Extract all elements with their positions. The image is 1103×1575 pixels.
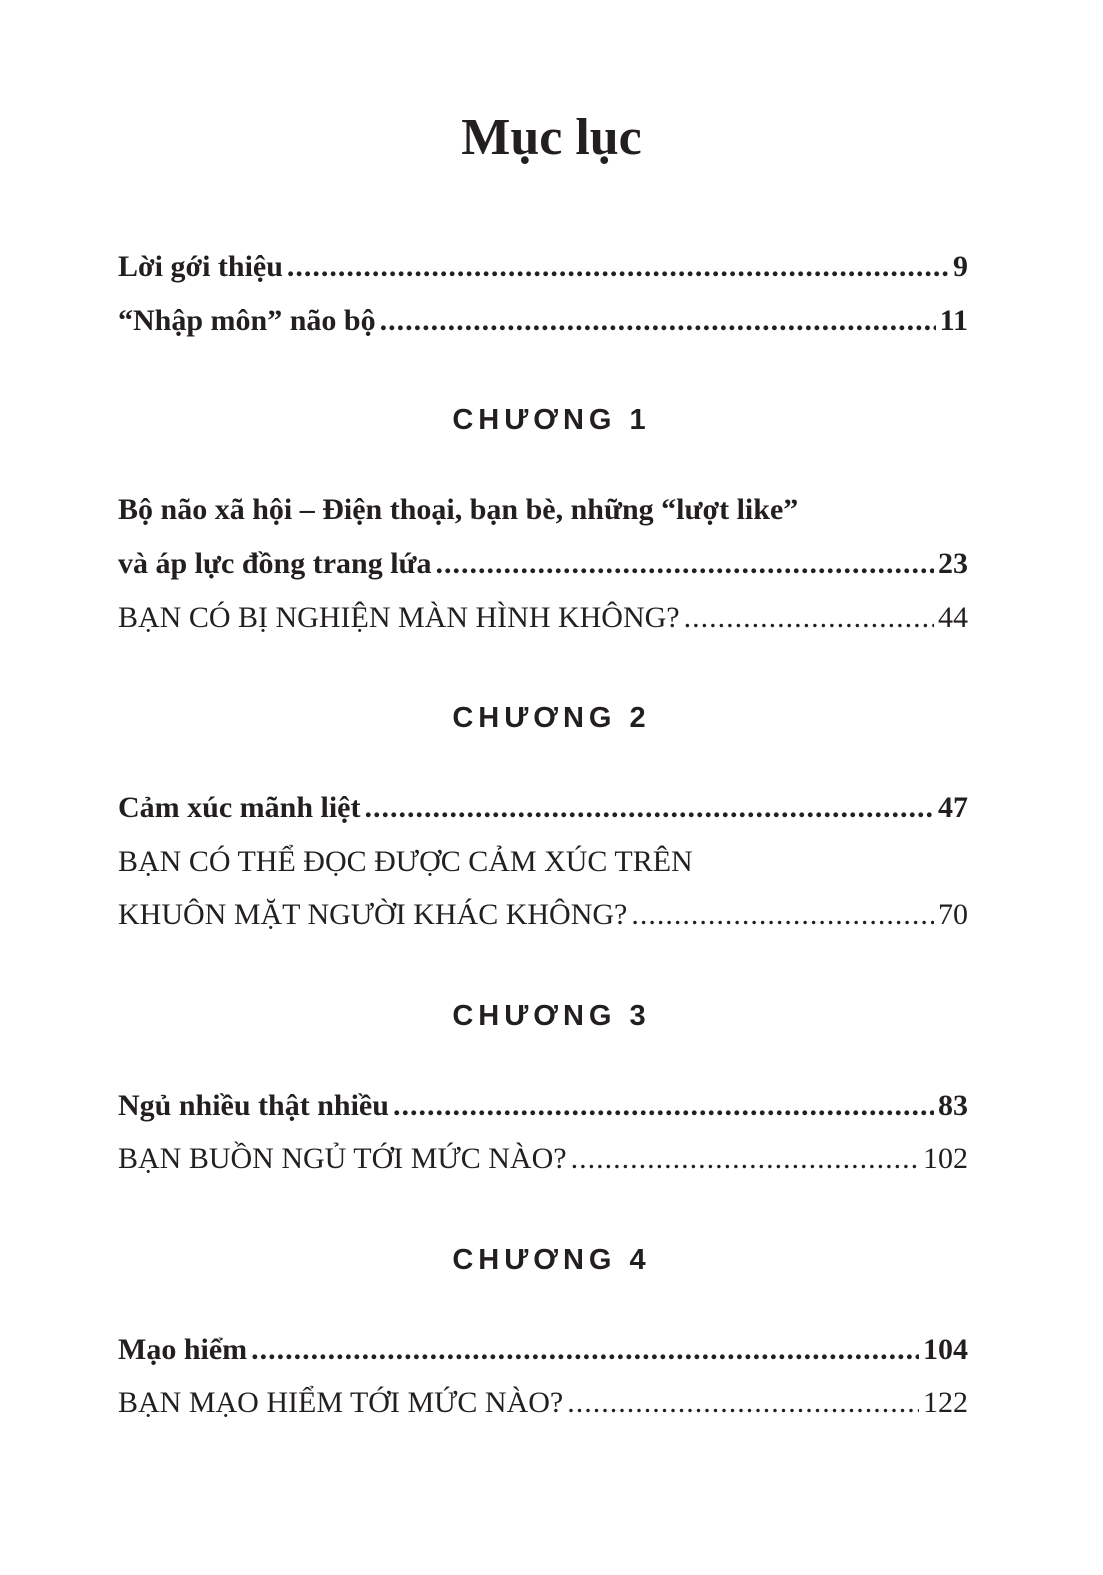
entry-title: BẠN MẠO HIỂM TỚI MỨC NÀO?	[118, 1386, 564, 1419]
entry-page: 70	[938, 898, 968, 931]
toc-entry	[118, 601, 968, 645]
entry-page: 44	[938, 601, 968, 634]
toc-entry-line	[118, 493, 968, 537]
dot-leader	[684, 601, 934, 635]
dot-leader	[380, 304, 936, 338]
toc-entry-line	[118, 845, 968, 889]
entry-page: 102	[923, 1142, 968, 1175]
entry-title: BẠN CÓ THỂ ĐỌC ĐƯỢC CẢM XÚC TRÊN	[118, 845, 693, 878]
toc-entry	[118, 250, 968, 294]
entry-title: KHUÔN MẶT NGƯỜI KHÁC KHÔNG?	[118, 898, 628, 931]
entry-title: Ngủ nhiều thật nhiều	[118, 1089, 389, 1122]
entry-title: và áp lực đồng trang lứa	[118, 547, 432, 580]
entry-title: BẠN CÓ BỊ NGHIỆN MÀN HÌNH KHÔNG?	[118, 601, 680, 634]
dot-leader	[631, 898, 934, 932]
entry-page: 23	[938, 547, 968, 580]
entry-page: 104	[923, 1333, 968, 1366]
chapter-heading: CHƯƠNG 4	[452, 1244, 651, 1276]
entry-page: 9	[953, 250, 968, 283]
chapter-heading: CHƯƠNG 1	[452, 404, 651, 436]
dot-leader	[287, 250, 949, 284]
dot-leader	[571, 1142, 919, 1176]
toc-entry	[118, 898, 968, 942]
chapter-heading: CHƯƠNG 2	[452, 702, 651, 734]
dot-leader	[436, 547, 934, 581]
dot-leader	[567, 1386, 919, 1420]
entry-title: Bộ não xã hội – Điện thoại, bạn bè, những “lượt like”	[118, 493, 799, 526]
entry-page: 47	[938, 791, 968, 824]
page-title: Mục lục	[461, 109, 642, 166]
toc-entry	[118, 304, 968, 348]
toc-entry	[118, 547, 968, 591]
entry-title: BẠN BUỒN NGỦ TỚI MỨC NÀO?	[118, 1142, 567, 1175]
toc-entry	[118, 1142, 968, 1186]
entry-title: “Nhập môn” não bộ	[118, 304, 376, 337]
entry-page: 11	[939, 304, 968, 337]
dot-leader	[251, 1333, 919, 1367]
entry-title: Mạo hiểm	[118, 1333, 248, 1366]
entry-title: Cảm xúc mãnh liệt	[118, 791, 361, 824]
toc-entry	[118, 1089, 968, 1133]
entry-page: 122	[923, 1386, 968, 1419]
chapter-heading: CHƯƠNG 3	[452, 1000, 651, 1032]
toc-entry	[118, 1386, 968, 1430]
entry-title: Lời gới thiệu	[118, 250, 283, 283]
dot-leader	[393, 1089, 934, 1123]
toc-entry	[118, 791, 968, 835]
dot-leader	[365, 791, 935, 825]
entry-page: 83	[938, 1089, 968, 1122]
toc-entry	[118, 1333, 968, 1377]
